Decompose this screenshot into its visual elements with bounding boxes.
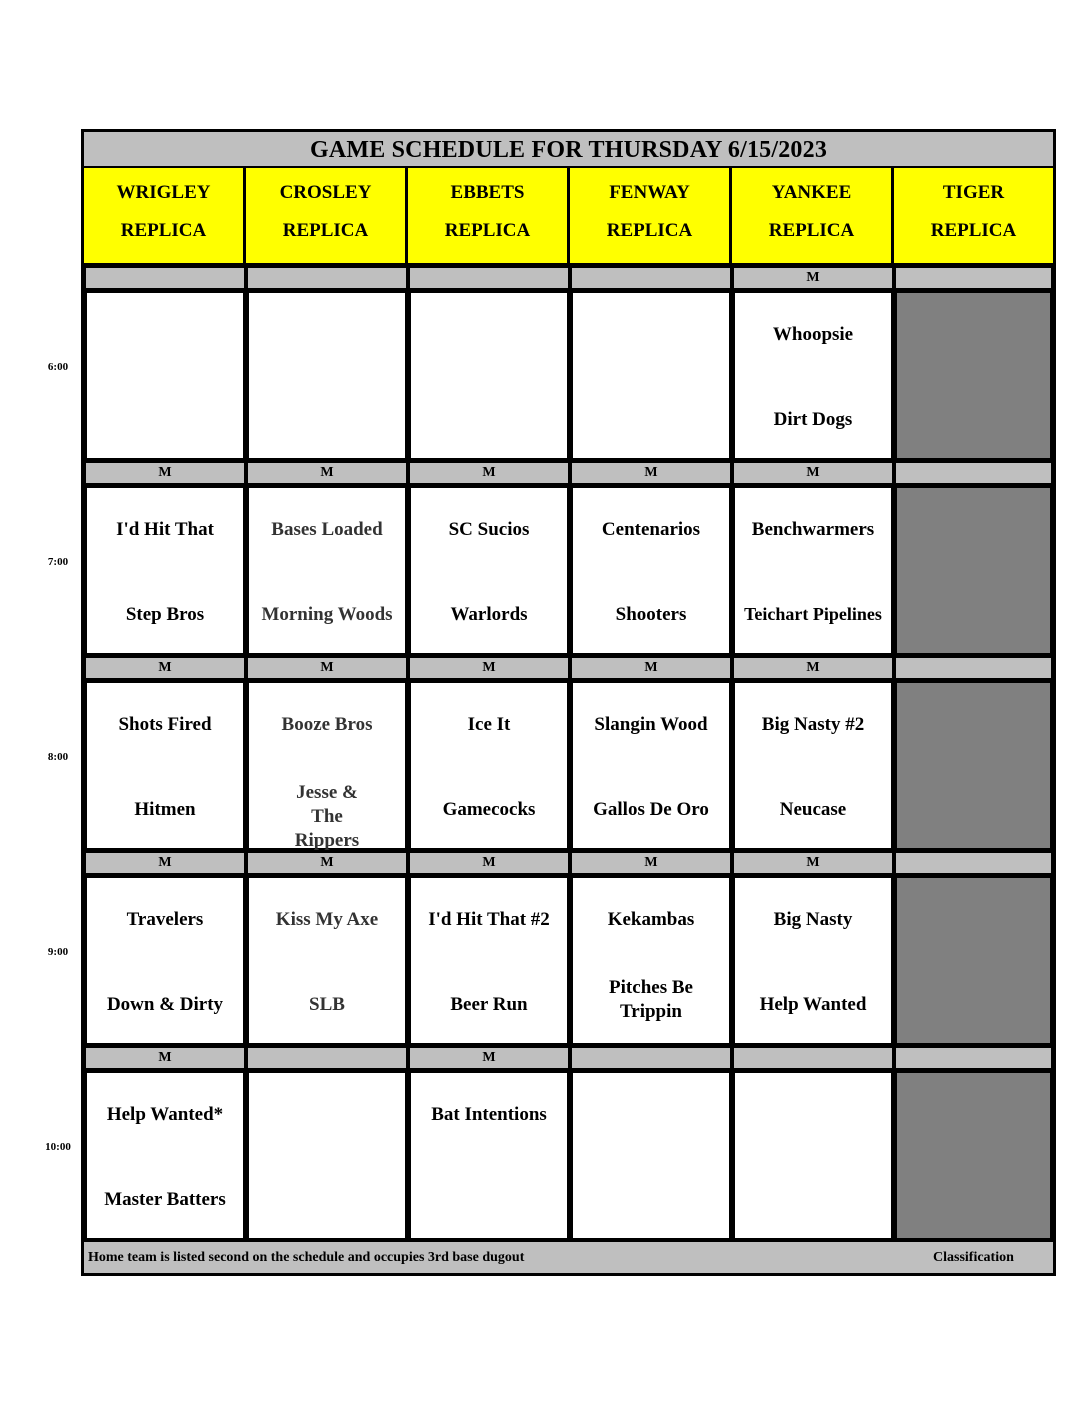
home-team: SLB xyxy=(309,994,345,1015)
away-team: SC Sucios xyxy=(448,519,530,540)
away-team: Shots Fired xyxy=(118,714,212,735)
field-subtitle: REPLICA xyxy=(444,220,531,241)
game-cell xyxy=(408,680,570,851)
away-team: Big Nasty xyxy=(773,909,853,930)
slot-marker: M xyxy=(246,656,408,680)
slot-marker xyxy=(246,1046,408,1070)
away-team: Centenarios xyxy=(601,519,701,540)
field-subtitle: REPLICA xyxy=(606,220,693,241)
game-cell xyxy=(732,290,894,461)
slot-time: 7:00 xyxy=(47,556,69,568)
slot-marker: M xyxy=(84,1046,246,1070)
slot-marker xyxy=(894,461,1053,485)
away-team: Travelers xyxy=(126,909,204,930)
slot-marker: M xyxy=(246,461,408,485)
game-cell xyxy=(732,1070,894,1241)
field-header-ebbets xyxy=(408,168,570,266)
game-cell xyxy=(84,290,246,461)
slot-marker xyxy=(570,1046,732,1070)
game-cell xyxy=(570,485,732,656)
slot-marker: M xyxy=(732,851,894,875)
schedule-sheet xyxy=(81,129,1056,1276)
home-team: Neucase xyxy=(779,799,847,820)
slot-marker xyxy=(84,266,246,290)
game-cell xyxy=(246,875,408,1046)
home-team: Step Bros xyxy=(125,604,205,625)
slot-marker: M xyxy=(408,1046,570,1070)
slot-marker: M xyxy=(732,266,894,290)
home-team: Down & Dirty xyxy=(106,994,224,1015)
closed-field-cell xyxy=(894,875,1053,1046)
slot-marker xyxy=(732,1046,894,1070)
game-cell xyxy=(570,680,732,851)
away-team: Whoopsie xyxy=(772,324,854,345)
slot-time: 6:00 xyxy=(47,361,69,373)
slot-marker: M xyxy=(732,461,894,485)
field-name: TIGER xyxy=(942,182,1005,203)
game-cell xyxy=(408,290,570,461)
field-subtitle: REPLICA xyxy=(282,220,369,241)
home-team: Hitmen xyxy=(134,799,196,820)
game-cell xyxy=(246,290,408,461)
game-cell xyxy=(570,290,732,461)
away-team: Ice It xyxy=(467,714,511,735)
field-name: WRIGLEY xyxy=(116,182,211,203)
field-header-tiger xyxy=(894,168,1053,266)
away-team: Help Wanted* xyxy=(106,1104,224,1125)
slot-marker: M xyxy=(84,656,246,680)
slot-marker: M xyxy=(408,461,570,485)
field-header-yankee xyxy=(732,168,894,266)
game-cell xyxy=(84,1070,246,1241)
field-subtitle: REPLICA xyxy=(930,220,1017,241)
away-team: I'd Hit That #2 xyxy=(428,909,550,930)
slot-marker xyxy=(894,1046,1053,1070)
slot-marker: M xyxy=(84,851,246,875)
game-cell xyxy=(84,875,246,1046)
field-subtitle: REPLICA xyxy=(120,220,207,241)
slot-marker: M xyxy=(570,851,732,875)
slot-marker: M xyxy=(84,461,246,485)
home-team: Jesse & The Rippers xyxy=(294,782,360,851)
home-team: Gallos De Oro xyxy=(593,799,709,820)
game-cell xyxy=(732,875,894,1046)
home-team: Morning Woods xyxy=(261,604,393,625)
slot-marker xyxy=(408,266,570,290)
away-team: Kiss My Axe xyxy=(275,909,379,930)
game-cell xyxy=(570,875,732,1046)
field-header-crosley xyxy=(246,168,408,266)
field-header-fenway xyxy=(570,168,732,266)
home-team-note: Home team is listed second on the schedule and occupies 3rd base dugout xyxy=(88,1250,525,1265)
slot-marker: M xyxy=(732,656,894,680)
footer-bar xyxy=(84,1240,1053,1273)
schedule-title: GAME SCHEDULE FOR THURSDAY 6/15/2023 xyxy=(84,132,1053,168)
slot-marker: M xyxy=(570,461,732,485)
away-team: Bases Loaded xyxy=(271,519,383,540)
home-team: Pitches Be Trippin xyxy=(609,977,693,1022)
slot-marker xyxy=(246,266,408,290)
slot-marker xyxy=(894,851,1053,875)
field-header-wrigley xyxy=(84,168,246,266)
home-team: Gamecocks xyxy=(442,799,536,820)
field-name: CROSLEY xyxy=(279,182,372,203)
game-cell xyxy=(570,1070,732,1241)
field-header-row xyxy=(84,168,1053,266)
away-team: Big Nasty #2 xyxy=(761,714,865,735)
home-team: Teichart Pipelines xyxy=(744,604,882,624)
away-team: Benchwarmers xyxy=(751,519,875,540)
game-cell xyxy=(84,680,246,851)
slot-marker xyxy=(894,266,1053,290)
closed-field-cell xyxy=(894,680,1053,851)
game-cell xyxy=(408,875,570,1046)
slot-marker: M xyxy=(570,656,732,680)
game-cell xyxy=(246,680,408,851)
away-team: Slangin Wood xyxy=(594,714,708,735)
slot-marker: M xyxy=(408,851,570,875)
slot-marker xyxy=(570,266,732,290)
slot-time: 9:00 xyxy=(47,946,69,958)
home-team: Help Wanted xyxy=(759,994,867,1015)
home-team: Shooters xyxy=(615,604,687,625)
field-subtitle: REPLICA xyxy=(768,220,855,241)
game-cell xyxy=(246,485,408,656)
away-team: I'd Hit That xyxy=(116,519,214,540)
classification-label: Classification xyxy=(933,1250,1014,1265)
closed-field-cell xyxy=(894,290,1053,461)
game-cell xyxy=(84,485,246,656)
away-team: Bat Intentions xyxy=(431,1104,547,1125)
home-team: Master Batters xyxy=(104,1189,226,1210)
slot-marker xyxy=(894,656,1053,680)
game-cell xyxy=(408,1070,570,1241)
field-name: FENWAY xyxy=(609,182,690,203)
home-team: Dirt Dogs xyxy=(773,409,853,430)
game-cell xyxy=(246,1070,408,1241)
game-cell xyxy=(408,485,570,656)
game-cell xyxy=(732,680,894,851)
closed-field-cell xyxy=(894,1070,1053,1241)
slot-time: 10:00 xyxy=(45,1141,71,1153)
slot-marker: M xyxy=(246,851,408,875)
slot-time: 8:00 xyxy=(47,751,69,763)
closed-field-cell xyxy=(894,485,1053,656)
field-name: YANKEE xyxy=(771,182,852,203)
game-cell xyxy=(732,485,894,656)
away-team: Kekambas xyxy=(607,909,695,930)
field-name: EBBETS xyxy=(450,182,525,203)
home-team: Warlords xyxy=(450,604,528,625)
away-team: Booze Bros xyxy=(281,714,373,735)
slot-marker: M xyxy=(408,656,570,680)
home-team: Beer Run xyxy=(450,994,528,1015)
